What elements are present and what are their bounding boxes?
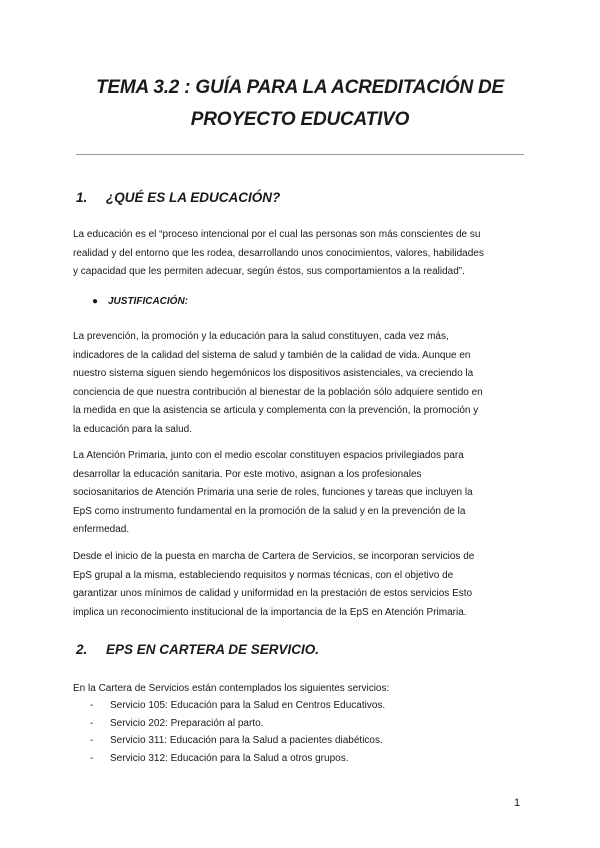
paragraph-line: EpS como instrumento fundamental en la promoción de la salud y en la prevención de la bbox=[73, 505, 466, 517]
paragraph-line: enfermedad. bbox=[73, 524, 130, 535]
paragraph-line: En la Cartera de Servicios están contemplados los siguientes servicios: bbox=[73, 683, 390, 694]
subheading-text: JUSTIFICACIÓN: bbox=[108, 296, 188, 307]
list-item bbox=[90, 732, 385, 750]
paragraph-line: La prevención, la promoción y la educación para la salud constituyen, cada vez más, bbox=[73, 331, 449, 342]
paragraph-line: La Atención Primaria, junto con el medio escolar constituyen espacios privilegiados para bbox=[73, 450, 464, 461]
service-text: Servicio 311: Educación para la Salud a pacientes diabéticos. bbox=[110, 735, 383, 746]
horizontal-divider bbox=[76, 154, 524, 155]
definition-paragraph bbox=[73, 226, 527, 282]
dash-bullet: - bbox=[90, 700, 94, 711]
paragraph-line: desarrollar la educación sanitaria. Por este motivo, asignan a los profesionales bbox=[73, 468, 422, 480]
paragraph-line: la educación para la salud. bbox=[73, 423, 192, 435]
service-text: Servicio 312: Educación para la Salud a otros grupos. bbox=[110, 752, 349, 764]
list-item bbox=[90, 750, 385, 768]
paragraph-line: garantizar unos mínimos de calidad y uniformidad en la prestación de estos servicios Esto bbox=[73, 588, 473, 599]
title-line-1: TEMA 3.2 : GUÍA PARA LA ACREDITACIÓN DE bbox=[95, 77, 505, 98]
paragraph-line: implica un reconocimiento institucional de la importancia de la EpS en Atención Primaria. bbox=[73, 606, 467, 618]
bullet-icon: ● bbox=[92, 296, 99, 307]
services-intro bbox=[73, 680, 527, 699]
paragraph-line: La educación es el “proceso intencional por el cual las personas son más conscientes de su bbox=[73, 229, 481, 240]
justification-subheading bbox=[92, 296, 188, 307]
services-list bbox=[90, 697, 385, 767]
list-item bbox=[90, 697, 385, 715]
justification-paragraph-1 bbox=[73, 328, 527, 439]
section-1-number: 1. bbox=[76, 190, 88, 205]
paragraph-line: Desde el inicio de la puesta en marcha de Cartera de Servicios, se incorporan servicios de bbox=[73, 551, 475, 562]
section-1-heading bbox=[76, 190, 280, 205]
document-title bbox=[60, 72, 540, 136]
justification-paragraph-3 bbox=[73, 548, 527, 622]
dash-bullet: - bbox=[90, 717, 94, 729]
dash-bullet: - bbox=[90, 735, 94, 746]
paragraph-line: sociosanitarios de Atención Primaria una serie de roles, funciones y tareas que incluyen la bbox=[73, 487, 473, 498]
paragraph-line: nuestro sistema siguen siendo hegemónicos los dispositivos asistenciales, va creciendo la bbox=[73, 368, 474, 379]
page-number: 1 bbox=[514, 797, 521, 809]
title-line-2: PROYECTO EDUCATIVO bbox=[190, 109, 410, 130]
paragraph-line: y capacidad que les permiten adecuar, según éstos, sus comportamientos a la realidad”. bbox=[73, 266, 465, 277]
section-1-title: ¿QUÉ ES LA EDUCACIÓN? bbox=[106, 190, 281, 205]
paragraph-line: indicadores de la calidad del sistema de salud y también de la calidad de vida. Aunque en bbox=[73, 349, 471, 361]
service-text: Servicio 105: Educación para la Salud en Centros Educativos. bbox=[110, 700, 386, 711]
paragraph-line: la medida en que la asistencia se articula y complementa con la prevención, la promoción y bbox=[73, 405, 479, 416]
section-2-heading bbox=[76, 642, 319, 657]
list-item bbox=[90, 715, 385, 733]
section-2-title: EPS EN CARTERA DE SERVICIO. bbox=[106, 642, 320, 657]
paragraph-line: EpS grupal a la misma, estableciendo requisitos y normas técnicas, con el objetivo de bbox=[73, 569, 454, 581]
section-2-number: 2. bbox=[76, 642, 88, 657]
paragraph-line: realidad y del entorno que les rodea, desarrollando unos conocimientos, valores, habilidades bbox=[73, 247, 484, 259]
service-text: Servicio 202: Preparación al parto. bbox=[110, 717, 264, 729]
justification-paragraph-2 bbox=[73, 447, 527, 540]
paragraph-line: conciencia de que nuestra contribución al bienestar de la población sólo adquiere sentido en bbox=[73, 386, 483, 398]
dash-bullet: - bbox=[90, 752, 94, 764]
